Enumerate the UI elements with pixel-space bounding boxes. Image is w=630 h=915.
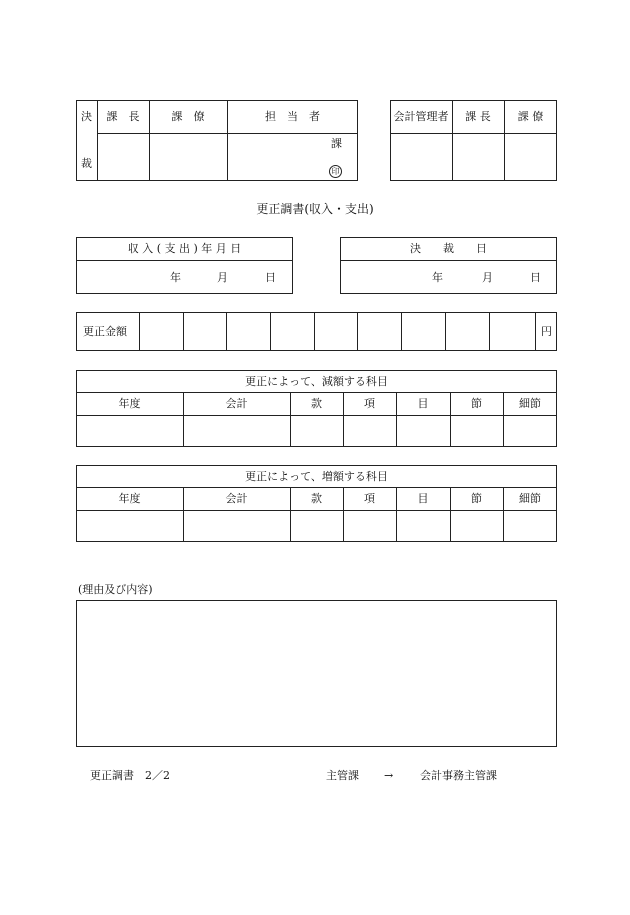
tanto-header: 担 当 者 xyxy=(265,110,320,123)
increase-cell-moku[interactable] xyxy=(397,511,449,541)
footer-to-dept: 会計事務主管課 xyxy=(420,769,497,782)
decrease-cell-kaikei[interactable] xyxy=(184,416,289,446)
decrease-cell-kan[interactable] xyxy=(291,416,342,446)
amount-digit-cell[interactable] xyxy=(227,313,269,350)
amount-digit-cell[interactable] xyxy=(140,313,182,350)
amount-digit-cell[interactable] xyxy=(184,313,225,350)
decrease-table-title: 更正によって、減額する科目 xyxy=(245,375,388,388)
increase-cell-kou[interactable] xyxy=(344,511,395,541)
receipt-year-unit: 年 xyxy=(170,271,181,284)
amount-label: 更正金額 xyxy=(83,325,127,338)
decrease-col-saisetsu: 細節 xyxy=(519,397,541,410)
receipt-month-unit: 月 xyxy=(217,271,228,284)
kanrisha-header: 会計管理者 xyxy=(393,110,449,123)
decrease-cell-setsu[interactable] xyxy=(451,416,502,446)
yen-unit: 円 xyxy=(541,325,552,338)
acc-karyo-seal-cell[interactable] xyxy=(505,134,556,180)
decrease-cell-nendo[interactable] xyxy=(77,416,182,446)
footer-from-dept: 主管課 xyxy=(326,769,359,782)
decrease-col-setsu: 節 xyxy=(471,397,482,410)
karyo-seal-cell[interactable] xyxy=(150,134,226,180)
kessai-label-top: 決 xyxy=(81,110,92,123)
decision-day-unit: 日 xyxy=(530,271,541,284)
decrease-cell-moku[interactable] xyxy=(397,416,449,446)
decrease-col-moku: 目 xyxy=(417,397,429,410)
increase-col-saisetsu: 細節 xyxy=(519,492,541,505)
increase-cell-nendo[interactable] xyxy=(77,511,182,541)
arrow-right-icon: → xyxy=(384,769,394,782)
receipt-date-label: 収 入 ( 支 出 ) 年 月 日 xyxy=(127,242,242,255)
acc-karyo-header: 課 僚 xyxy=(517,110,544,123)
decrease-col-kou: 項 xyxy=(364,397,375,410)
reason-label: (理由及び内容) xyxy=(78,583,153,596)
increase-col-setsu: 節 xyxy=(471,492,482,505)
decision-date-field[interactable] xyxy=(341,261,556,293)
increase-col-kan: 款 xyxy=(311,492,322,505)
decrease-cell-kou[interactable] xyxy=(344,416,395,446)
amount-digit-cell[interactable] xyxy=(446,313,488,350)
acc-kacho-seal-cell[interactable] xyxy=(453,134,503,180)
acc-kacho-header: 課 長 xyxy=(465,110,491,123)
decision-month-unit: 月 xyxy=(482,271,493,284)
decision-year-unit: 年 xyxy=(432,271,443,284)
increase-col-moku: 目 xyxy=(417,492,429,505)
amount-digit-cell[interactable] xyxy=(271,313,313,350)
decrease-col-nendo: 年度 xyxy=(118,397,141,410)
increase-cell-setsu[interactable] xyxy=(451,511,502,541)
reason-textarea[interactable] xyxy=(76,600,557,747)
footer-doc-name: 更正調書 2／2 xyxy=(90,769,170,782)
kacho-header: 課 長 xyxy=(106,110,140,123)
tanto-ka-label: 課 xyxy=(331,137,342,150)
increase-cell-kaikei[interactable] xyxy=(184,511,289,541)
decision-date-label: 決 裁 日 xyxy=(410,242,487,255)
amount-digit-cell[interactable] xyxy=(358,313,400,350)
kacho-seal-cell[interactable] xyxy=(98,134,148,180)
increase-col-kou: 項 xyxy=(364,492,375,505)
increase-cell-saisetsu[interactable] xyxy=(504,511,556,541)
amount-digit-cell[interactable] xyxy=(315,313,356,350)
decrease-cell-saisetsu[interactable] xyxy=(504,416,556,446)
increase-col-kaikei: 会計 xyxy=(225,492,248,505)
kanrisha-seal-cell[interactable] xyxy=(391,134,451,180)
increase-col-nendo: 年度 xyxy=(118,492,141,505)
decrease-col-kan: 款 xyxy=(311,397,322,410)
form-title: 更正調書(収入・支出) xyxy=(256,202,374,216)
seal-icon: 印 xyxy=(329,165,342,178)
amount-digit-cell[interactable] xyxy=(490,313,534,350)
decrease-col-kaikei: 会計 xyxy=(225,397,248,410)
increase-cell-kan[interactable] xyxy=(291,511,342,541)
karyo-header: 課 僚 xyxy=(171,110,205,123)
kessai-label-bottom: 裁 xyxy=(81,157,92,170)
receipt-date-field[interactable] xyxy=(77,261,292,293)
increase-table-title: 更正によって、増額する科目 xyxy=(245,470,388,483)
receipt-day-unit: 日 xyxy=(265,271,276,284)
amount-digit-cell[interactable] xyxy=(402,313,444,350)
